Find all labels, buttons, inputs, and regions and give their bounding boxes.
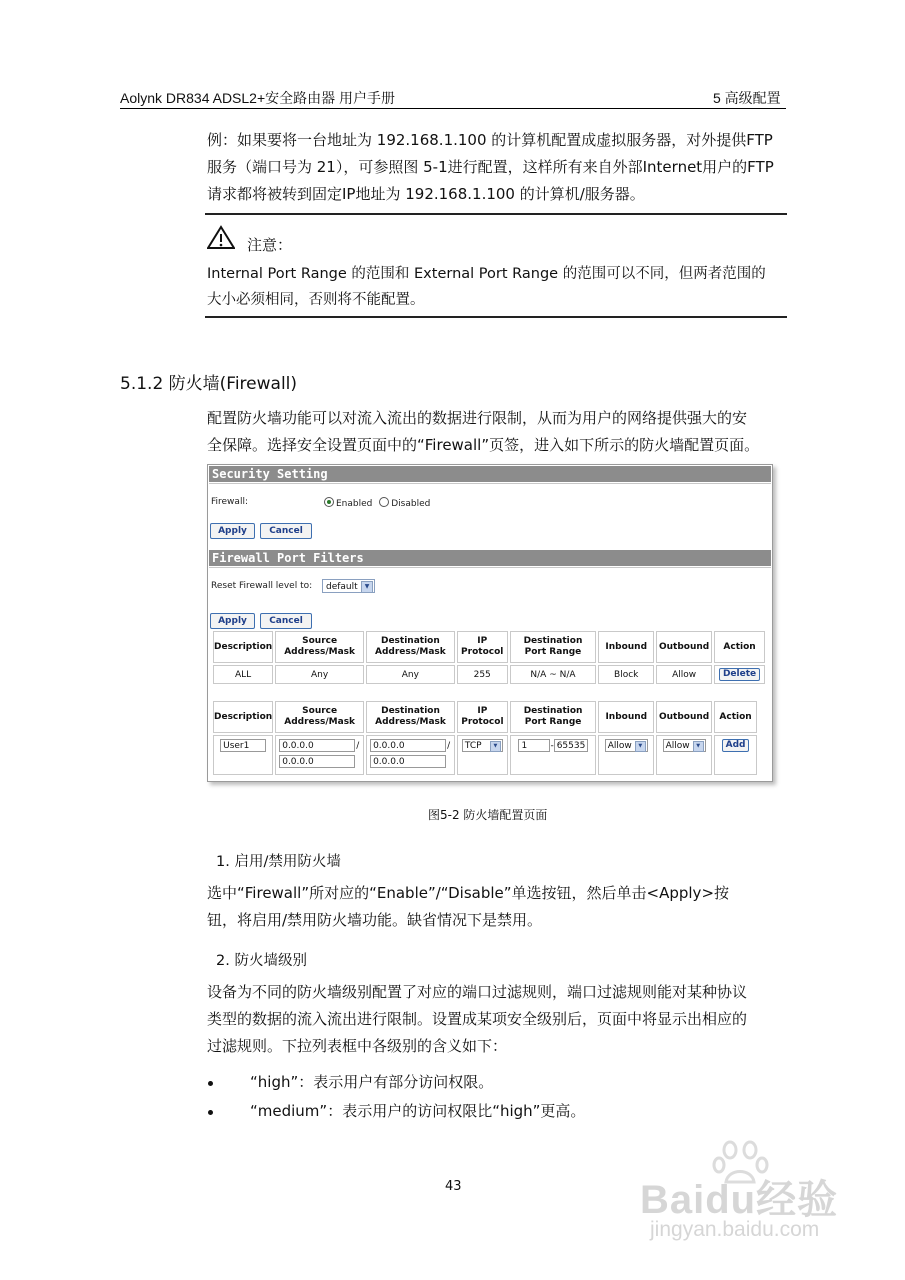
intro-paragraph [207,127,787,208]
watermark-url: jingyan.baidu.com [650,1218,820,1241]
col-inbound: Inbound [598,631,654,663]
col-destination [366,631,455,663]
add-source-cell [275,735,364,775]
page-number: 43 [445,1179,462,1194]
source-address-input[interactable]: 0.0.0.0 [279,739,355,752]
bullet-item: “medium”：表示用户的访问权限比“high”更高。 [250,1102,586,1120]
intro-line: 服务（端口号为 21），可参照图 5-1进行配置，这样所有来自外部Internet用户的FTP [207,158,774,176]
source-mask-input[interactable]: 0.0.0.0 [279,755,355,768]
col-source [275,631,364,663]
inbound-select[interactable] [605,739,648,752]
col-description: Description [213,631,273,663]
col-destination-line2: Address/Mask [374,647,446,657]
watermark-brand: Baidu经验 [640,1178,839,1222]
outbound-select[interactable] [663,739,706,752]
add-action-cell [714,735,757,775]
sub2-line: 设备为不同的防火墙级别配置了对应的端口过滤规则，端口过滤规则能对某种协议 [207,983,748,1001]
add-col-protocol [457,701,508,733]
note-line: 大小必须相同，否则将不能配置。 [207,292,425,308]
col-source-line2: Address/Mask [284,647,355,657]
note-title: 注意： [247,236,293,254]
add-col-description: Description [213,701,273,733]
add-description-cell [213,735,273,775]
add-col-destination-line2: Address/Mask [375,717,446,727]
delete-button[interactable]: Delete [719,668,760,681]
intro-line: 请求都将被转到固定IP地址为 192.168.1.100 的计算机/服务器。 [207,185,645,203]
add-col-source-line2: Address/Mask [284,717,356,727]
subsection-2-title: 2. 防火墙级别 [216,953,307,969]
enabled-label: Enabled [336,499,373,509]
note-line: Internal Port Range 的范围和 External Port Range 的范围可以不同，但两者范围的 [207,266,766,282]
sub2-line: 过滤规则。下拉列表框中各级别的含义如下： [207,1037,508,1055]
add-input-row [213,735,757,775]
firewall-port-filters-header: Firewall Port Filters [209,550,771,566]
add-inbound-cell [598,735,654,775]
disabled-label: Disabled [391,499,431,509]
section-line: 配置防火墙功能可以对流入流出的数据进行限制，从而为用户的网络提供强大的安 [207,409,748,427]
chevron-down-icon: ▼ [490,741,501,752]
table-header-row [213,631,765,663]
col-destination-line1: Destination [380,636,440,646]
subsection-1-title: 1. 启用/禁用防火墙 [216,854,341,870]
add-col-destination-line1: Destination [381,706,440,716]
bullet-icon [208,1110,213,1115]
add-destination-cell [366,735,455,775]
chevron-down-icon: ▼ [361,581,373,593]
firewall-label: Firewall: [211,497,248,507]
bullet-icon [208,1081,213,1086]
add-header-row [213,701,757,733]
apply-button[interactable]: Apply [210,523,255,539]
rules-table [211,629,767,686]
table-row [213,665,765,684]
row-description: ALL [213,665,273,684]
port-from-input[interactable]: 1 [518,739,550,752]
protocol-select[interactable] [462,739,503,752]
col-port-range-line1: Destination [523,636,583,646]
destination-mask-input[interactable]: 0.0.0.0 [370,755,446,768]
firewall-level-select[interactable] [322,579,375,593]
add-col-destination [366,701,455,733]
col-protocol [457,631,508,663]
note-bottom-rule [205,316,787,318]
add-col-port-range-line1: Destination [523,706,583,716]
header-underline [209,483,771,484]
destination-slash: / [447,741,451,751]
protocol-value: TCP [464,741,482,751]
col-protocol-line1: IP [477,636,488,646]
destination-address-input[interactable]: 0.0.0.0 [370,739,446,752]
firewall-screenshot [207,464,773,782]
add-col-action: Action [714,701,757,733]
section-paragraph [207,405,787,459]
col-port-range [510,631,597,663]
col-protocol-line2: Protocol [461,647,504,657]
disabled-radio[interactable] [379,497,389,507]
add-col-protocol-line1: IP [477,706,488,716]
add-rule-table [211,699,759,777]
sub2-line: 类型的数据的流入流出进行限制。设置成某项安全级别后，页面中将显示出相应的 [207,1010,748,1028]
note-text [207,261,787,313]
add-col-outbound: Outbound [656,701,712,733]
subsection-1-paragraph [207,880,787,934]
reset-level-label: Reset Firewall level to: [211,581,313,591]
bullet-item: “high”：表示用户有部分访问权限。 [250,1073,494,1091]
row-inbound: Block [598,665,654,684]
security-setting-header: Security Setting [209,466,771,482]
port-dash: - [550,741,554,751]
col-outbound: Outbound [656,631,712,663]
col-port-range-line2: Port Range [524,647,582,657]
firewall-level-value: default [326,582,358,592]
figure-caption: 图5-2 防火墙配置页面 [428,808,548,822]
cancel-button-2[interactable]: Cancel [260,613,312,629]
sub1-line: 选中“Firewall”所对应的“Enable”/“Disable”单选按钮，然后单击<Apply>按 [207,884,730,902]
header-divider [120,108,786,109]
add-outbound-cell [656,735,712,775]
filters-underline [209,567,771,568]
inbound-value: Allow [607,741,632,751]
add-col-source-line1: Source [302,706,338,716]
firewall-radio-group [324,497,430,509]
chevron-down-icon: ▼ [635,741,646,752]
row-outbound: Allow [656,665,712,684]
note-top-rule [205,213,787,215]
port-to-input[interactable]: 65535 [554,739,588,752]
add-protocol-cell [457,735,508,775]
col-action: Action [714,631,765,663]
header-title: Aolynk DR834 ADSL2+安全路由器 用户手册 [120,90,396,106]
section-title: 5.1.2 防火墙(Firewall) [120,374,298,394]
add-col-port-range-line2: Port Range [524,717,582,727]
add-col-protocol-line2: Protocol [461,717,504,727]
row-protocol: 255 [457,665,508,684]
warning-icon [207,225,235,249]
intro-line: 例：如果要将一台地址为 192.168.1.100 的计算机配置成虚拟服务器，对外提供FTP [207,131,773,149]
section-line: 全保障。选择安全设置页面中的“Firewall”页签，进入如下所示的防火墙配置页面。 [207,436,760,454]
add-col-inbound: Inbound [598,701,654,733]
add-col-port-range [510,701,597,733]
add-col-source [275,701,364,733]
row-source: Any [275,665,364,684]
chevron-down-icon: ▼ [693,741,704,752]
subsection-2-paragraph [207,979,787,1060]
outbound-value: Allow [665,741,690,751]
row-destination: Any [366,665,455,684]
col-source-line1: Source [302,636,338,646]
add-button[interactable]: Add [722,739,750,752]
sub1-line: 钮，将启用/禁用防火墙功能。缺省情况下是禁用。 [207,911,543,929]
apply-button-2[interactable]: Apply [210,613,255,629]
cancel-button[interactable]: Cancel [260,523,312,539]
source-slash: / [356,741,360,751]
header-chapter: 5 高级配置 [713,90,781,106]
row-action [714,665,765,684]
row-port-range: N/A ~ N/A [510,665,597,684]
description-input[interactable]: User1 [220,739,266,752]
enabled-radio[interactable] [324,497,334,507]
add-port-range-cell [510,735,597,775]
